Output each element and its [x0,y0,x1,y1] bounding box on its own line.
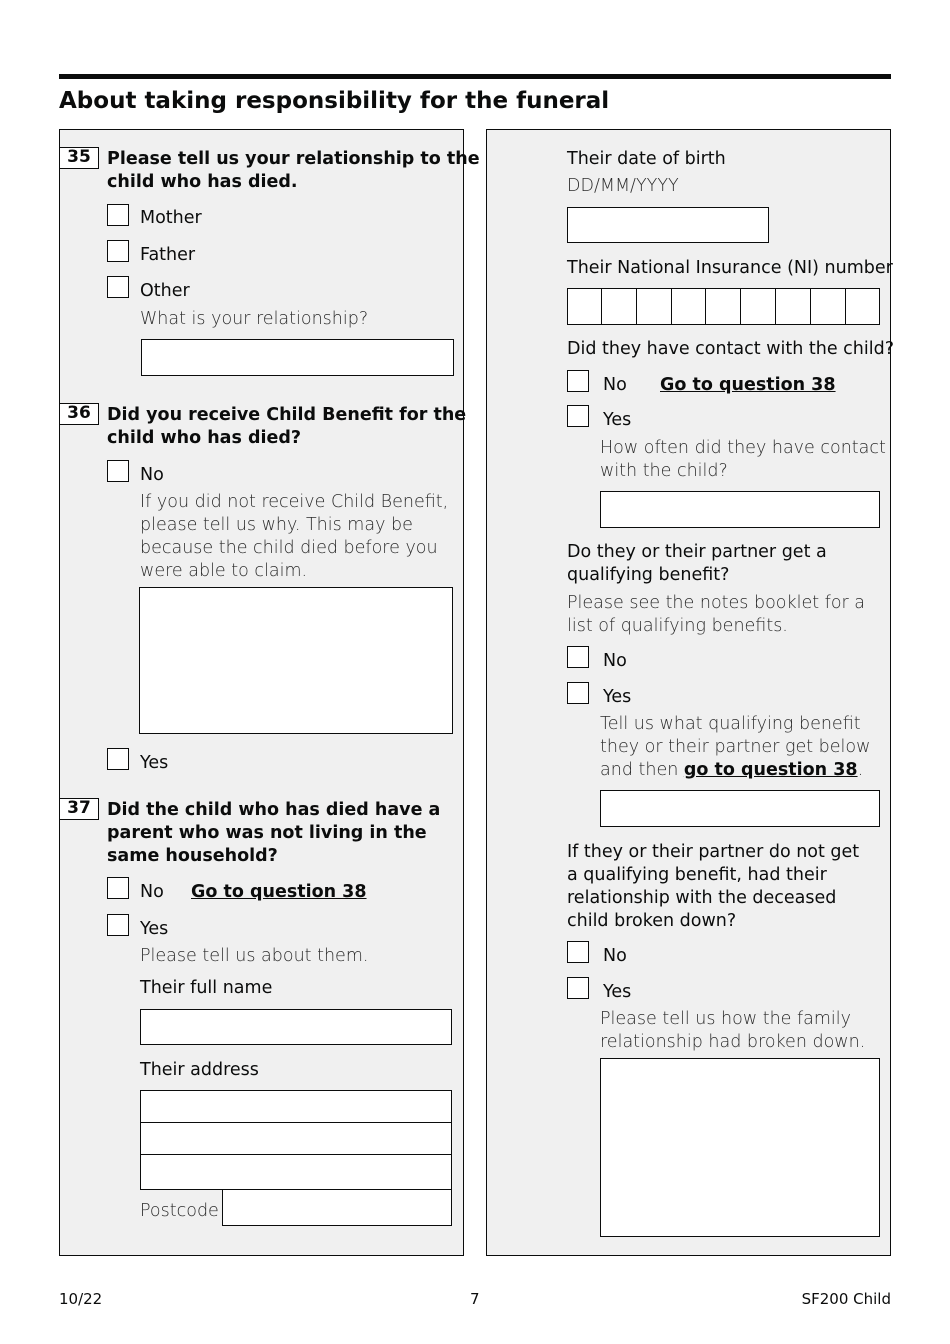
q37-no-label: No [140,882,164,902]
benefit-goto-38-link[interactable]: go to question 38 [683,760,858,780]
full-name-label: Their full name [140,978,273,998]
q35-relationship-input[interactable] [141,339,454,376]
q35-other-label: Other [140,281,190,301]
q35-other-checkbox[interactable] [107,276,129,298]
q35-father-checkbox[interactable] [107,240,129,262]
breakdown-details-textarea[interactable] [600,1058,880,1237]
benefit-no-checkbox[interactable] [567,646,589,668]
ni-cell-divider [845,289,846,324]
q36-question: Did you receive Child Benefit for the child who has died? [107,405,467,448]
q35-mother-label: Mother [140,208,202,228]
q35-father-label: Father [140,245,196,265]
dob-label: Their date of birth [567,149,726,169]
ni-cell-divider [671,289,672,324]
benefit-yes-label: Yes [603,687,632,707]
q35-mother-checkbox[interactable] [107,204,129,226]
page-title: About taking responsibility for the funeral [59,88,610,114]
benefit-yes-help: Tell us what qualifying benefit they or their partner get below and then go to question 38. [600,714,871,780]
contact-frequency-input[interactable] [600,491,880,528]
full-name-input[interactable] [140,1009,452,1045]
q37-question: Did the child who has died have a parent who was not living in the same household? [107,800,441,866]
q36-reason-textarea[interactable] [139,587,453,734]
benefit-question: Do they or their partner get a qualifying benefit? [567,542,827,585]
q37-no-checkbox[interactable] [107,877,129,899]
q36-no-checkbox[interactable] [107,460,129,482]
q37-goto-38-link[interactable]: Go to question 38 [191,882,367,902]
ni-cell-divider [775,289,776,324]
footer-form-code: SF200 Child [801,1290,891,1308]
ni-number-input[interactable] [567,288,880,325]
question-number-36: 36 [59,403,99,425]
benefit-no-label: No [603,651,627,671]
ni-cell-divider [705,289,706,324]
breakdown-no-checkbox[interactable] [567,941,589,963]
footer-page-number: 7 [470,1290,480,1308]
address-line-2-input[interactable] [140,1122,452,1156]
q35-other-prompt: What is your relationship? [140,309,369,329]
address-label: Their address [140,1060,259,1080]
dob-input[interactable] [567,207,769,243]
question-number-37: 37 [59,798,99,820]
contact-goto-38-link[interactable]: Go to question 38 [660,375,836,395]
qualifying-benefit-input[interactable] [600,790,880,827]
address-line-1-input[interactable] [140,1090,452,1124]
q36-no-help: If you did not receive Child Benefit, please tell us why. This may be because the child died before you were able to claim. [140,492,449,581]
dob-format-hint: DD/MM/YYYY [567,176,679,196]
q36-no-label: No [140,465,164,485]
contact-question: Did they have contact with the child? [567,339,895,359]
contact-no-checkbox[interactable] [567,370,589,392]
postcode-label: Postcode [140,1201,219,1221]
ni-cell-divider [636,289,637,324]
q37-yes-help: Please tell us about them. [140,946,369,966]
ni-cell-divider [601,289,602,324]
breakdown-no-label: No [603,946,627,966]
breakdown-question: If they or their partner do not get a qualifying benefit, had their relationship with the deceased child broken down? [567,842,860,931]
footer-date: 10/22 [59,1290,103,1308]
breakdown-help: Please tell us how the family relationship had broken down. [600,1009,866,1052]
q36-yes-checkbox[interactable] [107,748,129,770]
benefit-help: Please see the notes booklet for a list of qualifying benefits. [567,593,866,636]
contact-yes-checkbox[interactable] [567,405,589,427]
benefit-yes-checkbox[interactable] [567,682,589,704]
breakdown-yes-checkbox[interactable] [567,977,589,999]
q35-question: Please tell us your relationship to the child who has died. [107,149,480,192]
q36-yes-label: Yes [140,753,169,773]
ni-cell-divider [810,289,811,324]
address-line-3-input[interactable] [140,1154,452,1190]
breakdown-yes-label: Yes [603,982,632,1002]
header-rule [59,74,891,79]
contact-help: How often did they have contact with the child? [600,438,886,481]
question-number-35: 35 [59,147,99,169]
ni-label: Their National Insurance (NI) number [567,258,893,278]
ni-cell-divider [740,289,741,324]
postcode-input[interactable] [222,1189,452,1226]
contact-yes-label: Yes [603,410,632,430]
q37-yes-checkbox[interactable] [107,914,129,936]
q37-yes-label: Yes [140,919,169,939]
contact-no-label: No [603,375,627,395]
